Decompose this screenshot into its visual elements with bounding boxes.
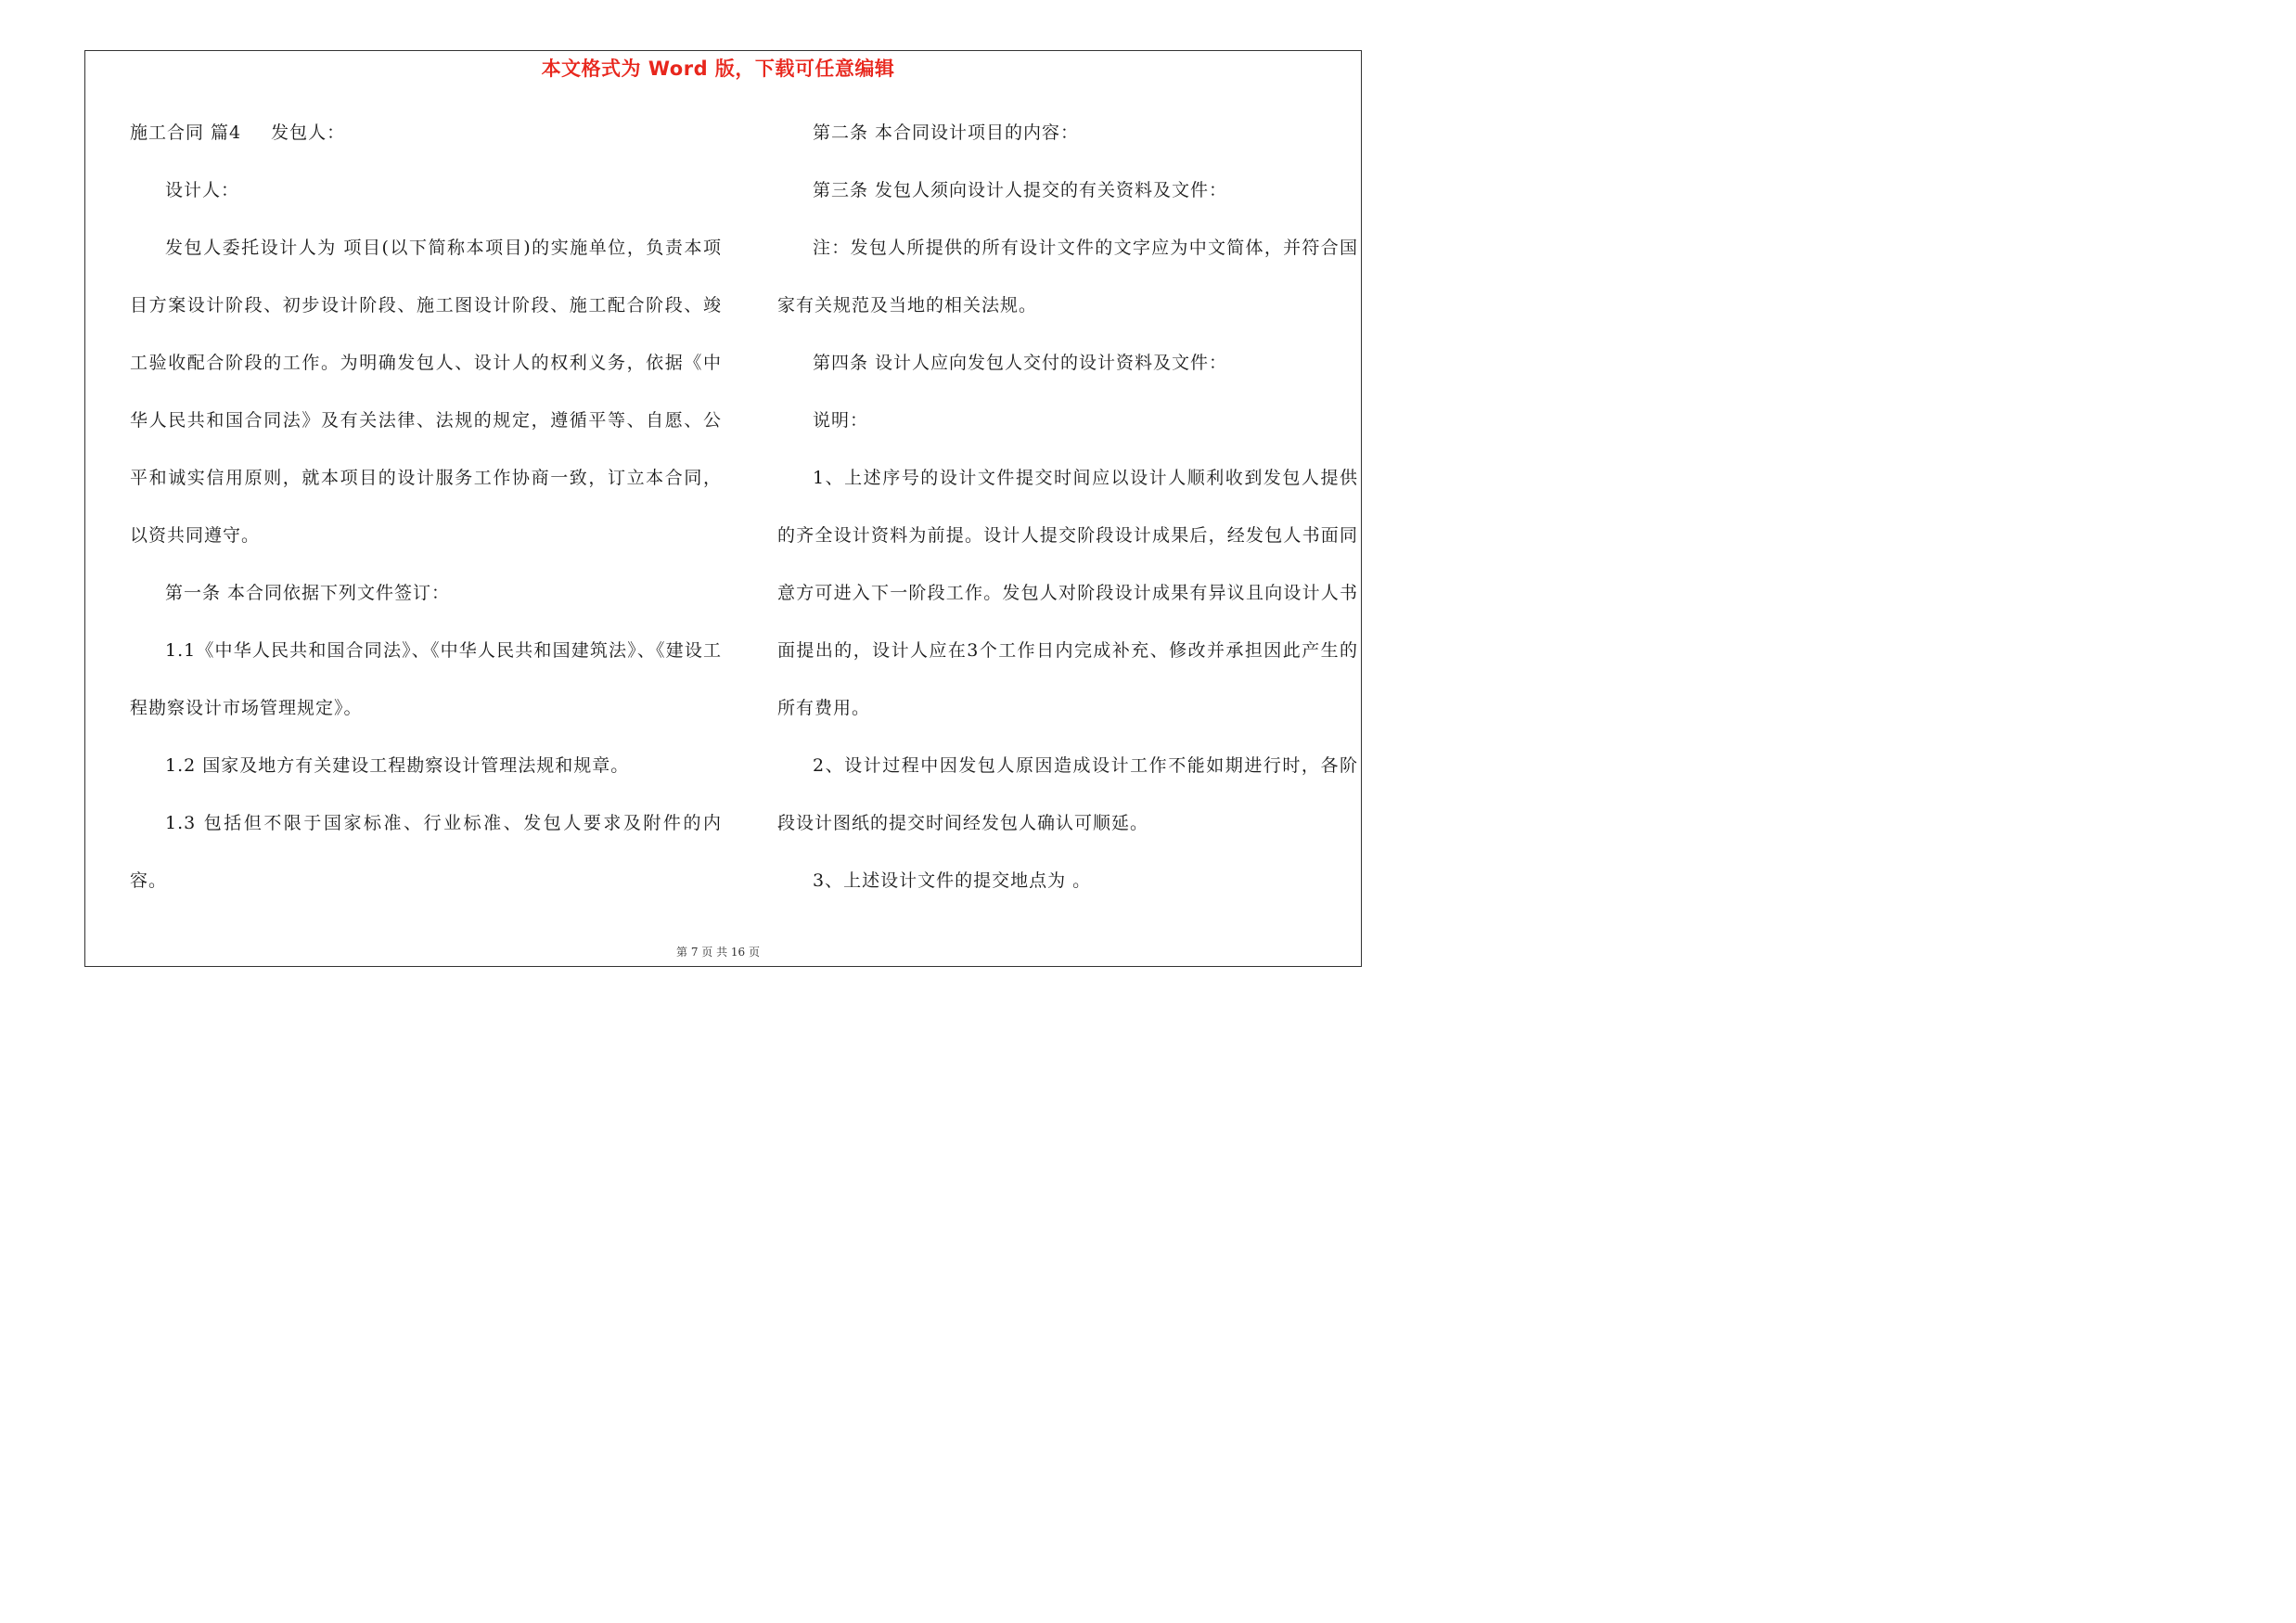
explanation-item-1: 1、上述序号的设计文件提交时间应以设计人顺利收到发包人提供的齐全设计资料为前提。设计人提交阶段设计成果后，经发包人书面同意方可进入下一阶段工作。发包人对阶段设计成果有异议且向设计人书面提出的，设计人应在3个工作日内完成补充、修改并承担因此产生的所有费用。 — [777, 468, 1358, 718]
right-column — [777, 104, 1358, 909]
explanation-item-2: 2、设计过程中因发包人原因造成设计工作不能如期进行时，各阶段设计图纸的提交时间经发包人确认可顺延。 — [777, 755, 1358, 833]
employer-label: 发包人： — [271, 122, 346, 143]
explanation-item-3: 3、上述设计文件的提交地点为 。 — [813, 870, 1092, 891]
designer-label: 设计人： — [165, 180, 240, 200]
article-two-heading: 第二条 本合同设计项目的内容： — [813, 122, 1080, 143]
note-paragraph: 注：发包人所提供的所有设计文件的文字应为中文简体，并符合国家有关规范及当地的相关法规。 — [777, 238, 1358, 316]
clause-1-2: 1.2 国家及地方有关建设工程勘察设计管理法规和规章。 — [165, 755, 630, 776]
clause-1-3: 1.3 包括但不限于国家标准、行业标准、发包人要求及附件的内容。 — [130, 813, 722, 891]
contract-heading — [130, 104, 722, 161]
page-number-footer: 第 7 页 共 16 页 — [676, 946, 760, 959]
preamble-paragraph: 发包人委托设计人为 项目(以下简称本项目)的实施单位，负责本项目方案设计阶段、初步设计阶段、施工图设计阶段、施工配合阶段、竣工验收配合阶段的工作。为明确发包人、设计人的权利义务，依据《中华人民共和国合同法》及有关法律、法规的规定，遵循平等、自愿、公平和诚实信用原则，就本项目的设计服务工作协商一致，订立本合同，以资共同遵守。 — [130, 238, 722, 546]
explanation-label: 说明： — [813, 410, 869, 431]
article-one-heading: 第一条 本合同依据下列文件签订： — [165, 583, 451, 603]
clause-1-1: 1.1《中华人民共和国合同法》、《中华人民共和国建筑法》、《建设工程勘察设计市场管理规定》。 — [130, 640, 722, 718]
format-banner: 本文格式为 Word 版，下载可任意编辑 — [541, 58, 895, 80]
article-three-heading: 第三条 发包人须向设计人提交的有关资料及文件： — [813, 180, 1228, 200]
article-four-heading: 第四条 设计人应向发包人交付的设计资料及文件： — [813, 353, 1228, 373]
left-column — [130, 104, 722, 909]
contract-title: 施工合同 篇4 — [130, 122, 242, 143]
